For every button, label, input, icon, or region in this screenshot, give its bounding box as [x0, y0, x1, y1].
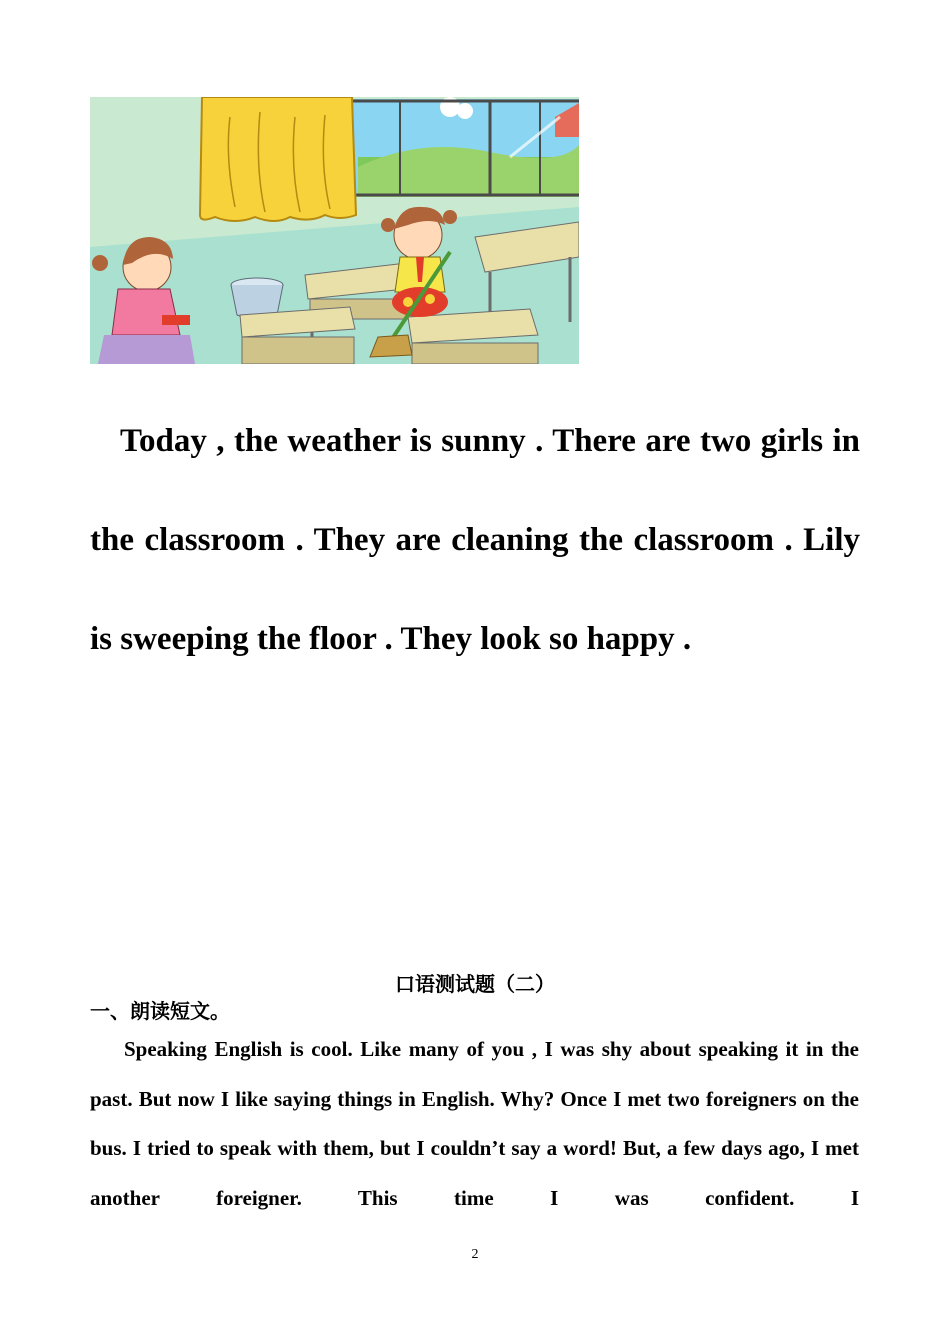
desk-front-right	[408, 309, 538, 364]
section-heading: 一、朗读短文。	[90, 999, 230, 1023]
story-paragraph	[90, 392, 860, 689]
curtain	[200, 97, 356, 221]
reading-passage: Speaking English is cool. Like many of you , I was shy about speaking it in the past. But now I like saying things in English. Why? Once I met two foreigners on the bus. I tried to speak with them, but I couldn’t say a word! But, a few days ago, I met another foreigner. This time I was confident. I	[90, 1037, 859, 1211]
classroom-illustration	[90, 97, 579, 364]
story-text: Today , the weather is sunny . There are two girls in the classroom . They are cleaning the classroom . Lily is sweeping the floor . They look so happy .	[90, 423, 860, 657]
section-title: 口语测试题（二）	[395, 972, 555, 996]
page-number: 2	[471, 1247, 479, 1262]
window	[352, 97, 579, 197]
